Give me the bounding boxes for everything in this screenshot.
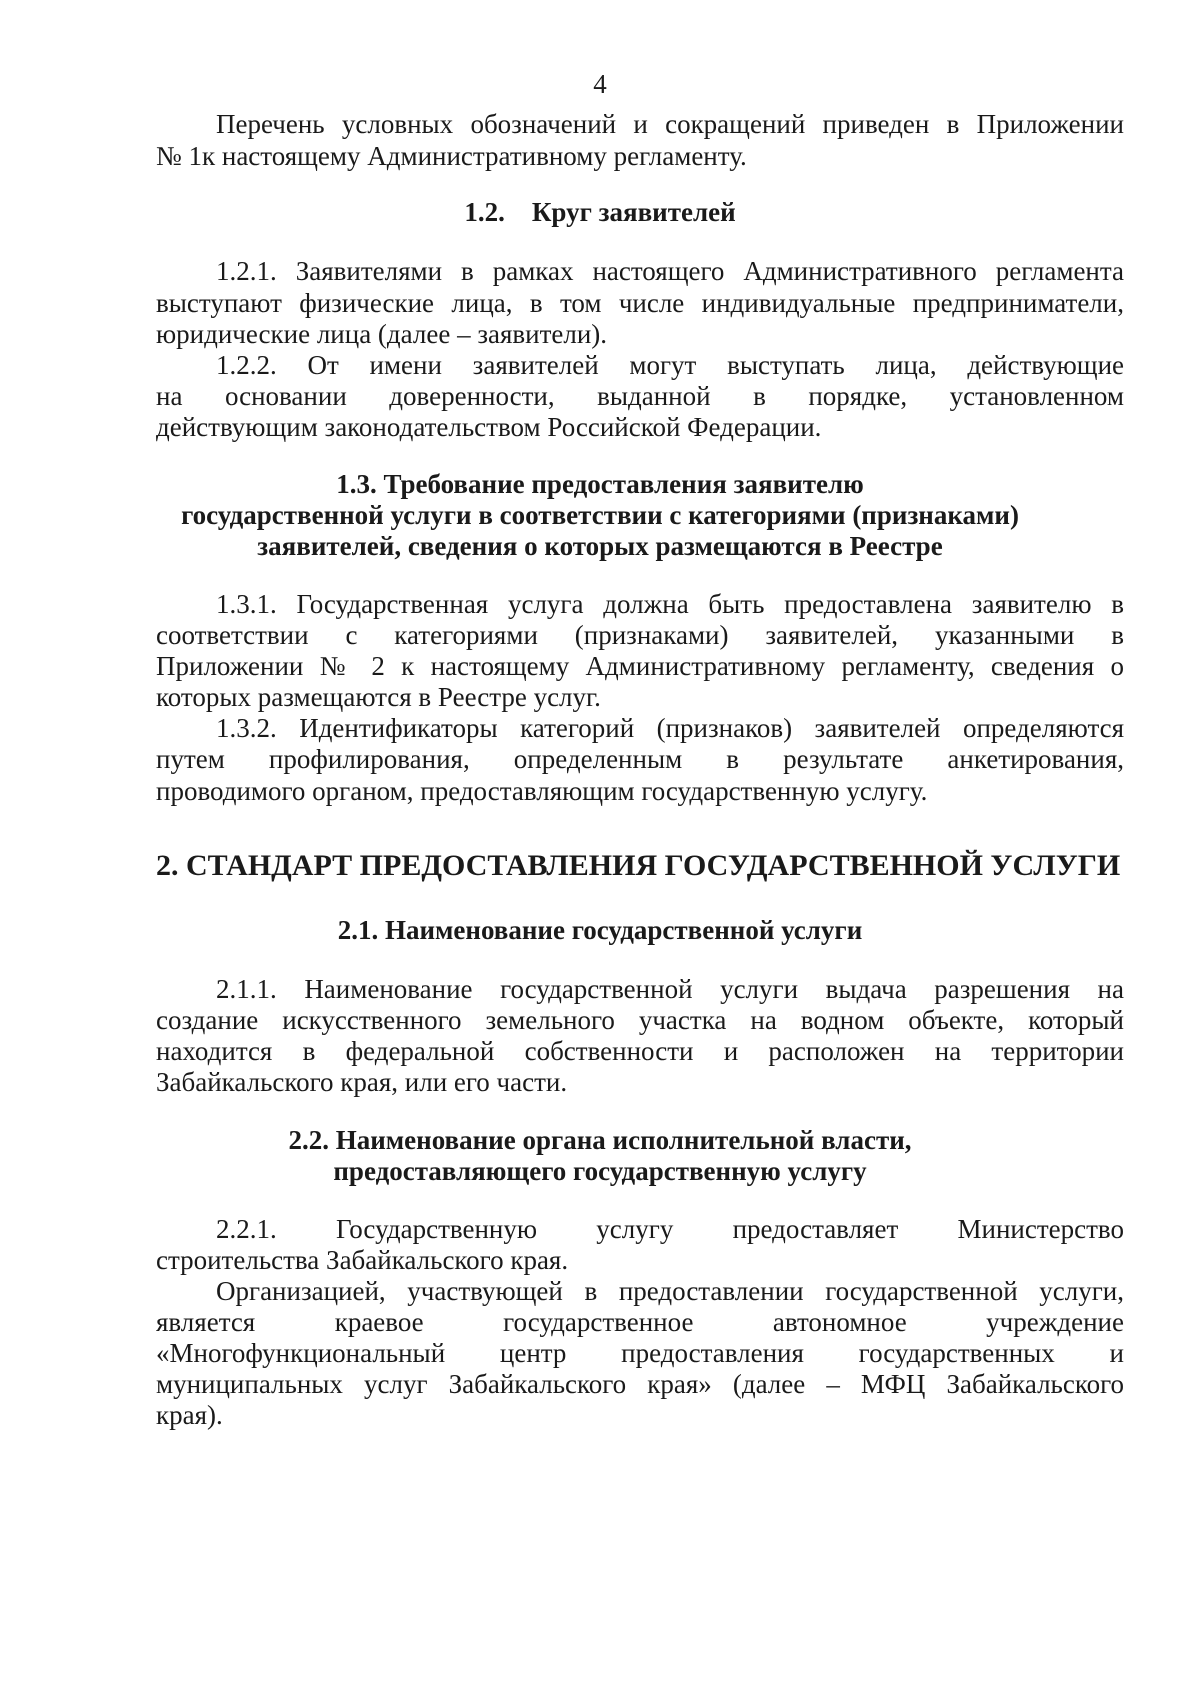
text-line: № 1к настоящему Административному регламенту.	[156, 141, 747, 171]
section-heading-2-1: 2.1. Наименование государственной услуги	[337, 915, 863, 945]
text-line: края).	[156, 1400, 223, 1430]
section-heading-1-2: 1.2. Круг заявителей	[464, 197, 736, 227]
text-line: на основании доверенности, выданной в порядке, установленном	[156, 381, 1124, 411]
heading-line: 2.2. Наименование органа исполнительной власти,	[288, 1125, 912, 1155]
heading-line: предоставляющего государственную услугу	[333, 1156, 867, 1186]
text-line: юридические лица (далее – заявители).	[156, 319, 608, 349]
text-line: Перечень условных обозначений и сокращений приведен в Приложении	[216, 109, 1124, 139]
text-line: находится в федеральной собственности и расположен на территории	[156, 1036, 1124, 1066]
text-line: Организацией, участвующей в предоставлении государственной услуги,	[216, 1276, 1124, 1306]
text-line: Забайкальского края, или его части.	[156, 1067, 568, 1097]
text-line: 1.3.2. Идентификаторы категорий (признаков) заявителей определяются	[216, 713, 1124, 743]
text-line: путем профилирования, определенным в результате анкетирования,	[156, 744, 1124, 774]
text-line: выступают физические лица, в том числе индивидуальные предприниматели,	[156, 288, 1124, 318]
text-line: создание искусственного земельного участка на водном объекте, который	[156, 1005, 1124, 1035]
heading-line: государственной услуги в соответствии с категориями (признаками)	[181, 500, 1019, 530]
text-line: соответствии с категориями (признаками) заявителей, указанными в	[156, 620, 1124, 650]
text-line: строительства Забайкальского края.	[156, 1245, 569, 1275]
text-line: является краевое государственное автономное учреждение	[156, 1307, 1124, 1337]
text-line: «Многофункциональный центр предоставления государственных и	[156, 1338, 1124, 1368]
heading-line: заявителей, сведения о которых размещаются в Реестре	[257, 531, 943, 561]
text-line: которых размещаются в Реестре услуг.	[156, 682, 601, 712]
text-line: 2.1.1. Наименование государственной услуги выдача разрешения на	[216, 974, 1124, 1004]
text-line: 1.2.2. От имени заявителей могут выступать лица, действующие	[216, 350, 1124, 380]
text-line: проводимого органом, предоставляющим государственную услугу.	[156, 776, 928, 806]
heading-line: 1.3. Требование предоставления заявителю	[336, 469, 864, 499]
page-number: 4	[593, 69, 607, 99]
text-line: 1.2.1. Заявителями в рамках настоящего Административного регламента	[216, 256, 1124, 286]
chapter-heading-2: 2. СТАНДАРТ ПРЕДОСТАВЛЕНИЯ ГОСУДАРСТВЕННОЙ УСЛУГИ	[156, 849, 1121, 882]
text-line: муниципальных услуг Забайкальского края» (далее – МФЦ Забайкальского	[156, 1369, 1124, 1399]
text-line: действующим законодательством Российской Федерации.	[156, 412, 822, 442]
text-line: 2.2.1. Государственную услугу предоставляет Министерство	[216, 1214, 1124, 1244]
text-line: Приложении № 2 к настоящему Административному регламенту, сведения о	[156, 651, 1124, 681]
text-line: 1.3.1. Государственная услуга должна быть предоставлена заявителю в	[216, 589, 1124, 619]
